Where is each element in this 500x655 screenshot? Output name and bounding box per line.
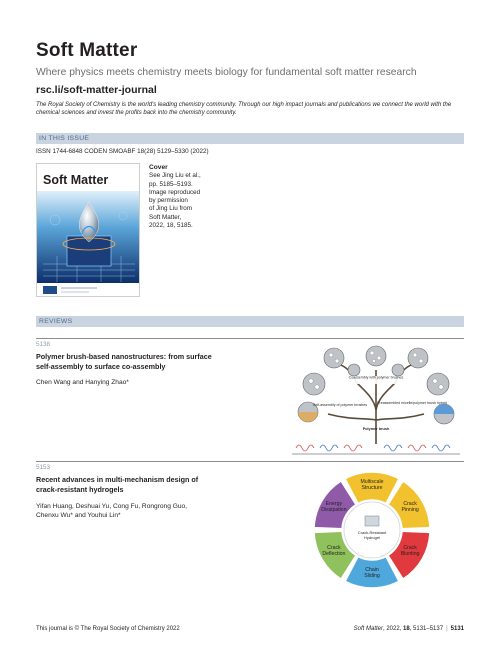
wheel-center-label: Crack-Resistant Hydrogel <box>357 530 387 540</box>
cover-caption-line: of Jing Liu from <box>149 205 193 213</box>
footer-citation <box>354 626 464 632</box>
article-title-line: crack-resistant hydrogels <box>36 485 124 494</box>
footer-journal: Soft Matter <box>353 626 383 632</box>
article-authors-line: Chen Wang and Hanying Zhao* <box>36 379 129 386</box>
article-authors-line: Chenxu Wu* and Youhui Lin* <box>36 512 121 519</box>
hydrogel-wheel-graphic <box>310 468 434 592</box>
brush-tree-graphic <box>286 340 466 458</box>
footer-pages: , 5131–5137 <box>409 626 444 632</box>
journal-title: Soft Matter <box>36 40 138 61</box>
rsc-description: The Royal Society of Chemistry is the world's leading chemistry community. Through our high impact journals and publications we connect the world with the chemical sciences and invest the profits back into the chemistry community. <box>36 102 452 116</box>
wheel-segment-label: Multiscale Structure <box>360 479 384 491</box>
article-authors-line: Yifan Huang, Deshuai Yu, Cong Fu, Rongrong Guo, <box>36 503 188 510</box>
article-title-line: Polymer brush-based nanostructures: from surface <box>36 352 212 361</box>
wheel-segment-label: Chain Sliding <box>364 567 380 579</box>
article-authors <box>36 502 246 520</box>
cover-caption <box>149 164 239 230</box>
footer-separator: | <box>446 626 448 632</box>
graphic-label-right: Preassembled micelle/polymer brush hybrid <box>377 401 447 405</box>
footer-citation-year: , 2022, <box>383 626 404 632</box>
article-page-number: 5138 <box>36 341 51 348</box>
footer-page-number: 5131 <box>450 626 464 632</box>
graphic-label-top: Coassembly with polymer brushes <box>348 375 404 380</box>
cover-thumbnail-title: Soft Matter <box>43 173 109 187</box>
graphic-label-trunk: Polymer brush <box>362 427 390 431</box>
cover-caption-line: Soft Matter, <box>149 213 182 221</box>
cover-thumbnail[interactable] <box>36 163 140 297</box>
article-title-link[interactable] <box>36 475 246 495</box>
journal-url-link[interactable]: rsc.li/soft-matter-journal <box>36 84 157 96</box>
article-authors <box>36 378 246 387</box>
wheel-segment-label: Crack Blunting <box>400 545 420 557</box>
article-page-number: 5153 <box>36 464 51 471</box>
hydrogel-block-icon <box>365 516 379 526</box>
journal-tagline: Where physics meets chemistry meets biology for fundamental soft matter research <box>36 67 417 78</box>
cover-caption-line: by permission <box>149 197 188 205</box>
footer-copyright: This journal is © The Royal Society of Chemistry 2022 <box>36 626 180 632</box>
issn-line: ISSN 1744-6848 CODEN SMOABF 18(28) 5129–5330 (2022) <box>36 148 209 155</box>
cover-caption-line: See Jing Liu et al., <box>149 172 201 180</box>
in-this-issue-header: IN THIS ISSUE <box>36 133 464 144</box>
article-divider <box>36 338 464 339</box>
footer-volume: 18 <box>403 626 410 632</box>
cover-caption-line: pp. 5185–5193. <box>149 180 193 188</box>
article-title-line: self-assembly to surface co-assembly <box>36 362 166 371</box>
wheel-segment-label: Crack Pinning <box>401 501 419 513</box>
cover-caption-line: 2022, 18, 5185. <box>149 222 193 230</box>
article-divider <box>36 461 464 462</box>
wheel-segment-label: Energy Dissipation <box>321 501 347 513</box>
reviews-header: REVIEWS <box>36 316 464 327</box>
cover-caption-line: Image reproduced <box>149 188 201 196</box>
wheel-segment-label: Crack Deflection <box>322 545 346 557</box>
article-title-line: Recent advances in multi-mechanism design of <box>36 475 199 484</box>
graphic-label-left: Self-assembly of polymer brushes <box>312 403 368 407</box>
cover-caption-title: Cover <box>149 164 168 171</box>
article-title-link[interactable] <box>36 352 246 372</box>
